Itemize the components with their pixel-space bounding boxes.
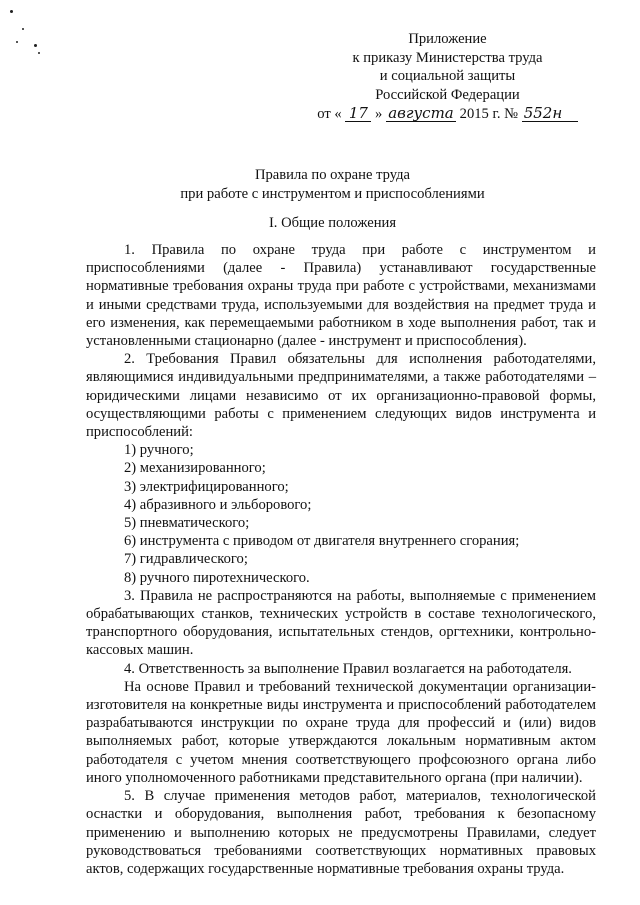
appendix-block	[300, 30, 595, 124]
document-title	[80, 166, 585, 203]
list-item: 4) абразивного и эльборового;	[124, 496, 312, 513]
list-item: 7) гидравлического;	[124, 551, 248, 568]
list-item: 6) инструмента с приводом от двигателя внутреннего сгорания;	[124, 533, 520, 550]
order-number: 552н	[522, 105, 578, 122]
title-line: при работе с инструментом и приспособлениями	[180, 185, 485, 202]
section-heading: I. Общие положения	[268, 215, 397, 231]
title-line: Правила по охране труда	[254, 167, 411, 183]
paragraph: 5. В случае применения методов работ, материалов, технологической оснастки и оборудования, выполнения работ, требования к безопасному применению и выполнению которых не предусмотрены Правилами, следует руководствоваться требованиями соответствующих нормативных правовых актов, содержащих государственные нормативные требования охраны труда.	[86, 788, 596, 877]
date-prefix: от «	[317, 106, 342, 122]
paragraph: 1. Правила по охране труда при работе с инструментом и приспособлениями (далее - Правила) устанавливают государственные нормативные требования охраны труда при работе с устройствами, механизмами и иными средствами труда, используемыми для воздействия на предмет труда и его изменения, как перемещаемыми работником в ходе выполнения работ, так и установленными стационарно (далее - инструмент и приспособления).	[86, 242, 596, 350]
list-item: 1) ручного;	[124, 442, 194, 459]
paragraph: 4. Ответственность за выполнение Правил возлагается на работодателя.	[124, 660, 572, 677]
paragraph: На основе Правил и требований технической документации организации-изготовителя на конкретные виды инструмента и приспособлений работодателем разрабатываются инструкции по охране труда для профессий и (или) видов выполняемых работ, которые утверждаются локальным нормативным актом работодателя с учетом мнения соответствующего профсоюзного органа либо иного уполномоченного работниками представительного органа (при наличии).	[86, 678, 596, 786]
list-item: 8) ручного пиротехнического.	[124, 569, 310, 586]
order-year: 2015 г. №	[459, 106, 519, 122]
order-date-line	[300, 105, 595, 124]
document-body	[86, 241, 596, 878]
date-mid: »	[375, 106, 383, 122]
appendix-line: Российской Федерации	[375, 86, 520, 103]
appendix-line: и социальной защиты	[379, 68, 516, 84]
list-item: 5) пневматического;	[124, 515, 250, 532]
paragraph: 3. Правила не распространяются на работы, выполняемые с применением обрабатывающих станков, технических устройств в составе технологического, транспортного оборудования, испытательных стендов, оргтехники, контрольно-кассовых машин.	[86, 587, 596, 659]
appendix-line: к приказу Министерства труда	[352, 49, 543, 66]
list-item: 2) механизированного;	[124, 460, 266, 477]
list-item: 3) электрифицированного;	[124, 478, 289, 495]
order-month: августа	[386, 105, 456, 122]
appendix-line: Приложение	[408, 31, 487, 47]
paragraph: 2. Требования Правил обязательны для исполнения работодателями, являющимися индивидуальными предпринимателями, а также работодателями – юридическими лицами независимо от их организационно-правовой формы, осуществляющими работы с применением следующих видов инструмента и приспособлений:	[86, 351, 596, 441]
order-day: 17	[345, 105, 371, 122]
